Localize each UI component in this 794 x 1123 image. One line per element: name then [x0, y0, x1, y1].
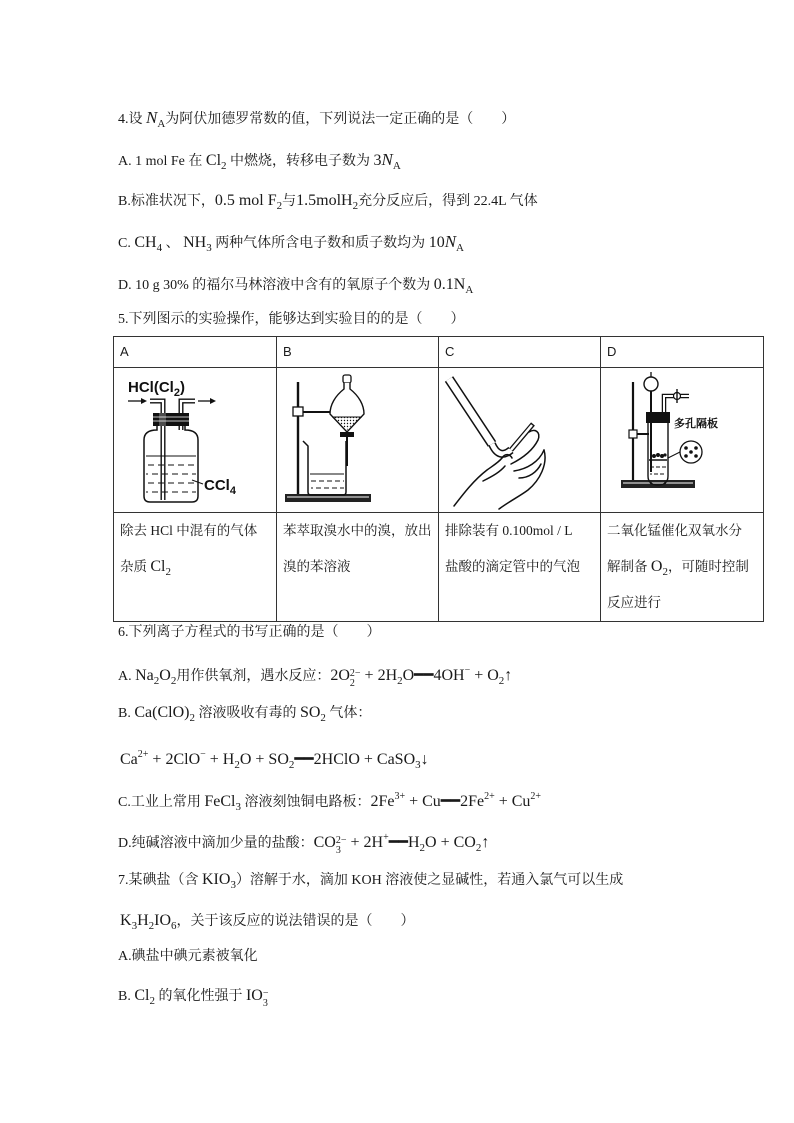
outlet-arrow-icon	[198, 398, 216, 404]
formula-run: + H	[205, 751, 235, 768]
separatory-funnel-figure	[277, 368, 439, 512]
question-7-option-b	[118, 986, 269, 1011]
question-7-stem-line-1	[118, 870, 623, 895]
formula-run: CH	[134, 234, 157, 251]
superscript: 2+	[530, 791, 542, 802]
cell-text-line	[607, 549, 763, 585]
superscript: 2+	[137, 749, 149, 760]
text-run: 7.某碘盐（含	[118, 873, 202, 888]
question-4-option-c	[118, 232, 464, 258]
question-6-option-b	[118, 703, 371, 728]
question-4-option-b	[118, 191, 538, 216]
gas-label-main: HCl(Cl	[128, 379, 174, 396]
superscript: 2−	[349, 668, 361, 679]
formula-run: + 2H	[346, 834, 384, 851]
liquid-label-main: CCl	[204, 477, 230, 494]
formula-run: FeCl	[204, 793, 236, 810]
figure-cell-c	[439, 368, 601, 513]
question-4-option-d	[118, 275, 473, 300]
formula-run: Ca(ClO)	[134, 704, 190, 721]
cell-text-line	[445, 513, 600, 549]
text-run: 与	[282, 194, 297, 209]
subscript: 2	[170, 675, 177, 687]
question-4-option-a	[118, 150, 401, 176]
formula-run: Cl	[134, 987, 150, 1004]
formula-run: + Cu━━2Fe	[405, 793, 485, 810]
text-run: D. 10 g 30% 的福尔马林溶液中含有的氧原子个数为	[118, 278, 434, 293]
question-6-option-d	[118, 828, 489, 858]
text-run: 气体：	[325, 706, 372, 721]
header-cell-a: A	[114, 337, 277, 368]
text-run: 排除装有 0.100mol / L	[445, 523, 573, 538]
formula-run: ↓	[420, 751, 429, 768]
text-run: 4.设	[118, 112, 146, 127]
table-figure-row	[114, 368, 764, 513]
italic-symbol: N	[381, 150, 393, 169]
text-run: ）溶解于水，滴加 KOH 溶液使之显碱性，若通入氯气可以生成	[235, 873, 624, 888]
subscript: 2	[288, 759, 295, 771]
text-run: 反应进行	[607, 595, 661, 610]
formula-run: KIO	[202, 871, 231, 888]
formula-run: + 2ClO	[148, 751, 201, 768]
text-run: 解制备	[607, 559, 651, 574]
formula-run: CO	[313, 834, 336, 851]
formula-run: ↑	[481, 834, 490, 851]
bottle-body	[144, 425, 198, 502]
bottle-stopper	[153, 413, 189, 426]
sub-sup-stack	[336, 836, 347, 856]
text-run: 5.下列图示的实验操作，能够达到实验目的的是（ ）	[118, 312, 465, 327]
question-6-option-b-equation	[120, 745, 429, 775]
formula-run: O + SO	[239, 751, 289, 768]
liquid-label	[204, 477, 237, 497]
gas-label-subscript: 2	[173, 387, 180, 399]
formula-run: Na	[135, 667, 154, 684]
subscript: 3	[415, 759, 421, 771]
inlet-arrow-icon	[128, 398, 147, 404]
cell-text-line	[607, 513, 763, 549]
subscript: 3	[230, 879, 236, 891]
formula-run: 3	[373, 152, 382, 169]
superscript: 2−	[335, 835, 347, 846]
formula-run: 2Fe	[370, 793, 395, 810]
figure-cell-a	[114, 368, 277, 513]
cell-text-line	[283, 513, 438, 549]
superscript: −	[200, 749, 206, 760]
formula-run: K	[120, 912, 132, 929]
rubber-tube	[492, 444, 511, 454]
gas-generator-figure	[601, 368, 763, 512]
formula-run: O	[159, 667, 171, 684]
text-run: C.	[118, 236, 135, 251]
formula-run: O + CO	[425, 834, 476, 851]
subscript: A	[392, 160, 401, 172]
subscript: 2	[165, 566, 171, 578]
formula-run: + 2H	[360, 667, 398, 684]
subscript: 2	[234, 759, 240, 771]
subscript: 2	[397, 675, 403, 687]
subscript: 2	[153, 675, 160, 687]
sub-sup-stack	[263, 989, 269, 1009]
superscript: 2+	[484, 791, 495, 802]
text-run: 充分反应后，得到 22.4L 气体	[358, 194, 538, 209]
subscript: 3	[131, 920, 138, 932]
superscript: 3+	[394, 791, 406, 802]
superscript: −	[464, 665, 471, 676]
subscript: 2	[276, 200, 283, 212]
formula-run: 1.5molH	[296, 192, 353, 209]
text-run: D.纯碱溶液中滴加少量的盐酸：	[118, 836, 314, 851]
formula-run: + Cu	[494, 793, 531, 810]
question-6-option-a	[118, 661, 512, 691]
text-run: B.标准状况下，	[118, 194, 215, 209]
formula-run: NH	[183, 234, 207, 251]
burette-tip	[511, 424, 533, 450]
burette-tube	[449, 379, 492, 444]
formula-run: Cl	[150, 558, 166, 575]
side-arm-with-stopcock	[664, 389, 689, 413]
beaker	[303, 441, 346, 495]
sub-sup-stack	[350, 669, 361, 689]
formula-run: + O	[470, 667, 499, 684]
formula-run: Ca	[120, 751, 138, 768]
text-run: 溴的苯溶液	[283, 559, 351, 574]
question-6-stem	[118, 623, 381, 643]
subscript: 2	[419, 842, 426, 854]
cell-text-line	[607, 585, 763, 621]
subscript: 2	[320, 712, 326, 724]
hand	[454, 430, 545, 509]
subscript: 2	[475, 842, 482, 854]
subscript: 2	[498, 675, 505, 687]
subscript: 2	[149, 995, 155, 1007]
text-run: ，可随时控制	[667, 559, 749, 574]
cell-text-line	[120, 549, 276, 585]
text-run: ，关于该反应的说法错误的是（ ）	[176, 914, 415, 929]
subscript: 3	[235, 801, 241, 813]
description-cell-b	[277, 513, 439, 622]
superscript: +	[383, 832, 389, 843]
gas-washing-bottle-figure	[114, 368, 276, 512]
gas-label-end: )	[179, 379, 185, 396]
subscript: 2	[662, 566, 668, 578]
header-cell-c: C	[439, 337, 601, 368]
tube-stopper	[646, 412, 670, 423]
description-cell-a	[114, 513, 277, 622]
subscript: 2	[221, 160, 227, 172]
gas-label	[128, 379, 185, 399]
formula-run: 10	[428, 234, 445, 251]
text-run: B.	[118, 989, 135, 1004]
text-run: B.	[118, 706, 135, 721]
table-header-row	[114, 337, 764, 368]
text-run: C.工业上常用	[118, 795, 205, 810]
italic-symbol: N	[146, 108, 158, 127]
question-6-option-c	[118, 787, 541, 817]
subscript: A	[456, 242, 464, 254]
text-run: 除去 HCl 中混有的气体	[120, 523, 258, 538]
formula-run: 2O	[330, 667, 350, 684]
text-run: A.碘盐中碘元素被氧化	[118, 949, 258, 964]
formula-run: O━━4OH	[402, 667, 465, 684]
burette-bubble-removal-figure	[439, 368, 601, 512]
cell-text-line	[445, 549, 600, 585]
formula-run: Cl	[205, 152, 222, 169]
text-run: A. 1 mol Fe 在	[118, 154, 206, 169]
formula-run: H	[137, 912, 149, 929]
text-run: 两种气体所含电子数和质子数均为	[211, 236, 429, 251]
cell-text-line	[120, 513, 276, 549]
cell-text-line	[283, 549, 438, 585]
formula-run: IO	[154, 912, 172, 929]
figure-cell-b	[277, 368, 439, 513]
subscript: 2	[352, 200, 359, 212]
text-run: 为阿伏加德罗常数的值，下列说法一定正确的是（ ）	[165, 112, 516, 127]
subscript: 2	[148, 920, 155, 932]
subscript: 3	[335, 845, 341, 856]
plate-leader-line	[668, 452, 680, 458]
figure-cell-d	[601, 368, 764, 513]
text-run: 溶液刻蚀铜电路板：	[240, 795, 371, 810]
question-5-stem	[118, 310, 465, 330]
text-run: 苯萃取溴水中的溴，放出	[283, 523, 432, 538]
question-7-option-a	[118, 947, 258, 967]
formula-run: ↑	[504, 667, 513, 684]
formula-run: 0.5 mol F	[214, 192, 277, 209]
question-5-options-table	[113, 336, 764, 622]
text-run: 杂质	[120, 559, 151, 574]
question-7-stem-line-2	[120, 911, 415, 936]
text-run: 用作供氧剂，遇水反应：	[176, 669, 331, 684]
subscript: A	[157, 118, 166, 130]
formula-run: SO	[299, 704, 321, 721]
text-run: 的氧化性强于	[154, 989, 246, 1004]
liquid-label-subscript: 4	[229, 485, 236, 497]
subscript: A	[465, 284, 474, 296]
description-cell-d	[601, 513, 764, 622]
subscript: 2	[349, 678, 355, 689]
formula-run: IO	[245, 987, 263, 1004]
text-run: A.	[118, 669, 136, 684]
table-description-row	[114, 513, 764, 622]
formula-run: ━━2HClO + CaSO	[294, 751, 416, 768]
formula-run: ━━H	[388, 834, 420, 851]
text-run: 二氧化锰催化双氧水分	[607, 523, 742, 538]
header-cell-b: B	[277, 337, 439, 368]
text-run: 盐酸的滴定管中的气泡	[445, 559, 580, 574]
formula-run: O	[650, 558, 663, 575]
liquid-layer	[650, 467, 666, 474]
formula-run: 0.1N	[433, 276, 466, 293]
question-4-stem	[118, 108, 515, 134]
subscript: 4	[156, 242, 163, 254]
header-cell-d: D	[601, 337, 764, 368]
perforated-plate-label: 多孔隔板	[674, 418, 718, 430]
perforated-plate-detail-circle	[680, 441, 702, 463]
superscript: −	[262, 988, 269, 999]
separatory-funnel	[330, 375, 364, 466]
subscript: 2	[189, 712, 195, 724]
description-cell-c	[439, 513, 601, 622]
text-run: 6.下列离子方程式的书写正确的是（ ）	[118, 625, 381, 640]
text-run: 溶液吸收有毒的	[194, 706, 300, 721]
liquid-layer	[146, 456, 196, 492]
subscript: 3	[262, 998, 268, 1009]
subscript: 6	[171, 920, 177, 932]
text-run: 、	[162, 236, 184, 251]
italic-symbol: N	[444, 232, 457, 251]
subscript: 3	[206, 242, 212, 254]
text-run: 中燃烧，转移电子数为	[226, 154, 374, 169]
